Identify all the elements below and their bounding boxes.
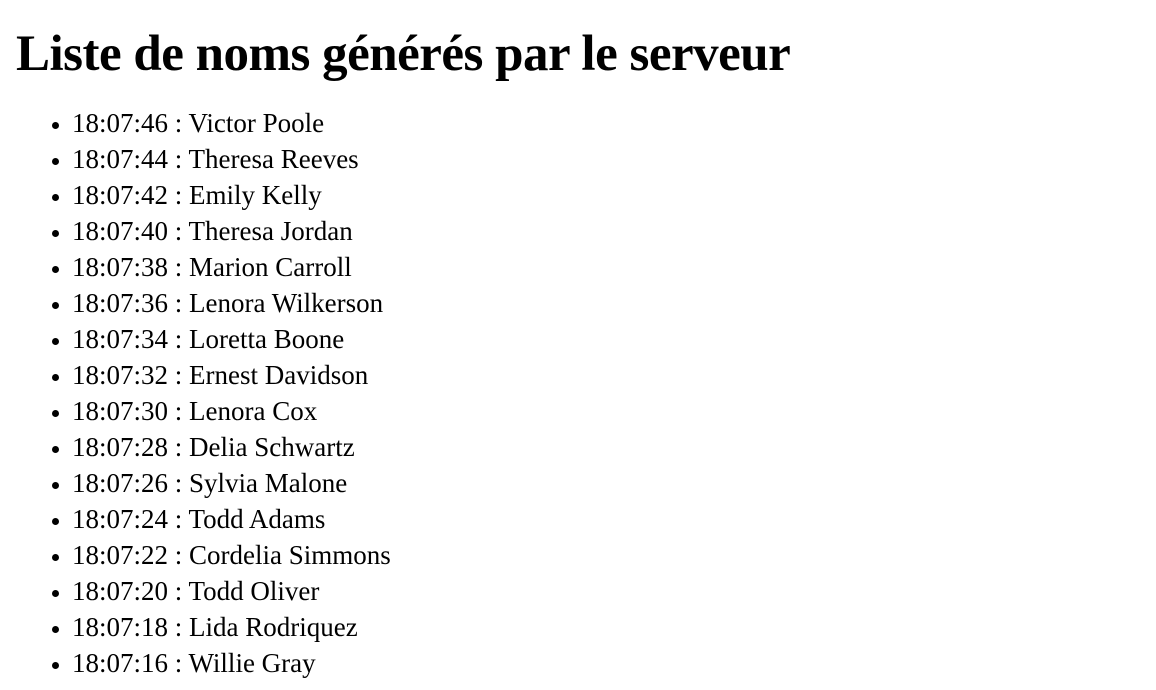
entry-time: 18:07:20 [72,576,169,607]
entry-name: Ernest Davidson [189,360,369,391]
list-item [72,609,1140,645]
page-title: Liste de noms générés par le serveur [16,26,791,82]
entry-separator: : [168,360,190,391]
entry-separator: : [168,216,189,247]
list-item [72,357,1140,393]
entry-separator: : [168,108,189,139]
entry-name: Delia Schwartz [189,432,355,463]
entry-name: Loretta Boone [189,324,345,355]
entry-name: Theresa Reeves [188,144,359,175]
list-item [72,501,1140,537]
entry-time: 18:07:18 [72,612,169,643]
entry-separator: : [168,612,190,643]
entry-separator: : [168,144,189,175]
entry-name: Lenora Wilkerson [189,288,384,319]
entry-separator: : [168,432,190,463]
entry-name: Cordelia Simmons [189,540,391,571]
entry-time: 18:07:26 [72,468,169,499]
list-item [72,537,1140,573]
entry-separator: : [168,504,189,535]
entry-time: 18:07:38 [72,252,169,283]
entry-time: 18:07:36 [72,288,169,319]
entry-time: 18:07:44 [72,144,169,175]
entry-separator: : [168,540,190,571]
entry-separator: : [168,180,190,211]
entry-name: Marion Carroll [189,252,352,283]
entry-time: 18:07:24 [72,504,169,535]
list-item [72,105,1140,141]
entry-name: Theresa Jordan [188,216,353,247]
list-item [72,465,1140,501]
entry-time: 18:07:30 [72,396,169,427]
entry-separator: : [168,576,189,607]
entry-time: 18:07:34 [72,324,169,355]
entry-separator: : [168,288,190,319]
list-item [72,177,1140,213]
entry-time: 18:07:46 [72,108,169,139]
entry-name: Lida Rodriquez [189,612,358,643]
entry-time: 18:07:42 [72,180,169,211]
entry-time: 18:07:16 [72,648,169,679]
list-item [72,285,1140,321]
entry-time: 18:07:28 [72,432,169,463]
list-item [72,321,1140,357]
entry-time: 18:07:32 [72,360,169,391]
entry-separator: : [168,252,190,283]
list-item [72,573,1140,609]
entry-separator: : [168,396,190,427]
entry-separator: : [168,648,189,679]
generated-name-list [16,105,1140,681]
entry-time: 18:07:22 [72,540,169,571]
entry-separator: : [168,468,190,499]
entry-time: 18:07:40 [72,216,169,247]
list-item [72,393,1140,429]
entry-name: Victor Poole [188,108,325,139]
entry-name: Todd Oliver [188,576,320,607]
list-item [72,213,1140,249]
list-item [72,645,1140,681]
entry-name: Willie Gray [188,648,316,679]
list-item [72,429,1140,465]
entry-name: Todd Adams [188,504,326,535]
list-item [72,141,1140,177]
entry-name: Emily Kelly [189,180,322,211]
entry-name: Sylvia Malone [189,468,348,499]
entry-separator: : [168,324,190,355]
list-item [72,249,1140,285]
entry-name: Lenora Cox [189,396,318,427]
